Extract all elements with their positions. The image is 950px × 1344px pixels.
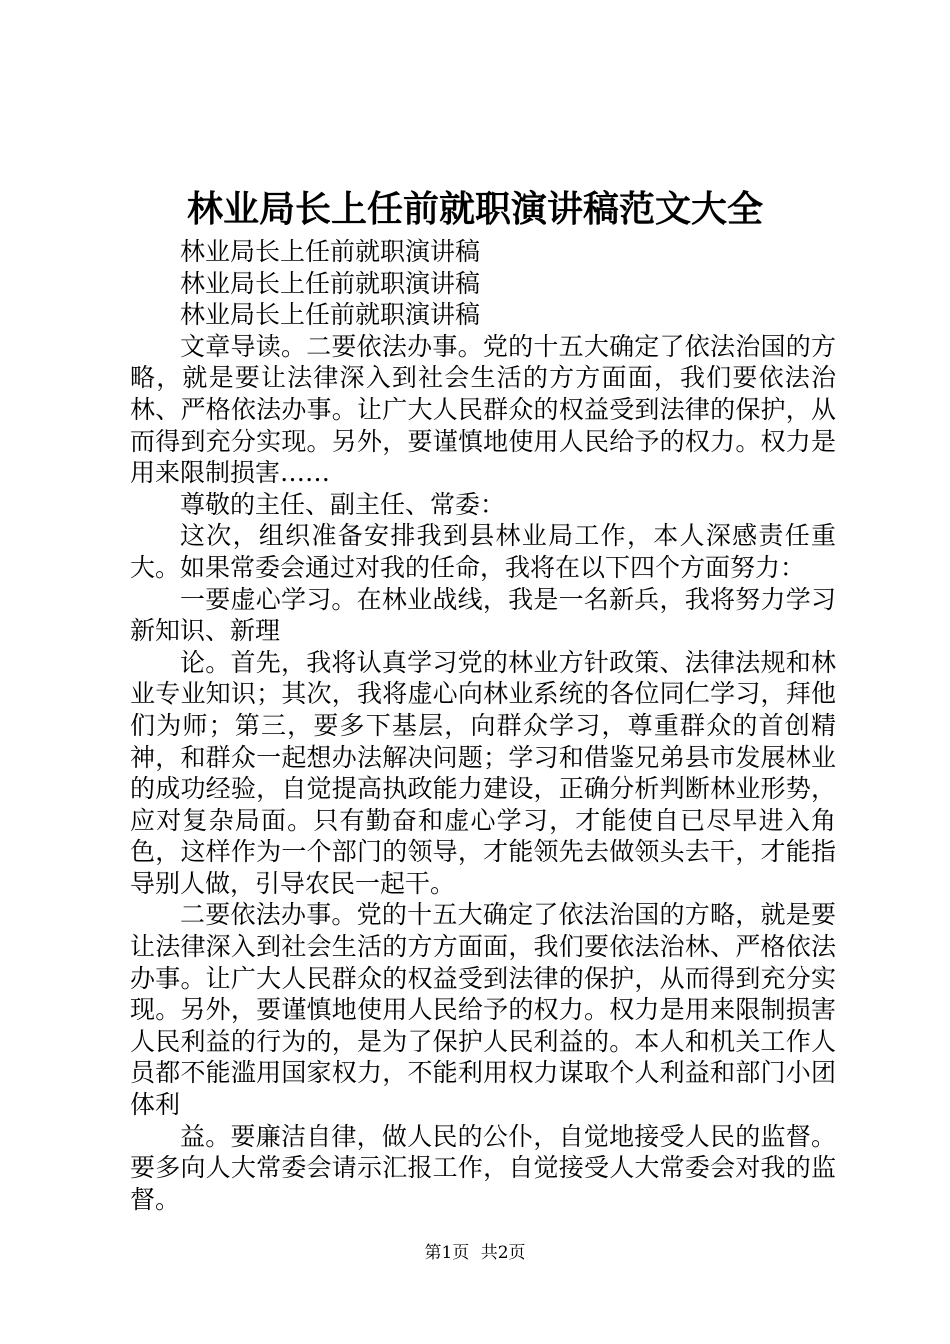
- page-number-total: 共2页: [480, 1243, 526, 1263]
- paragraph: 尊敬的主任、副主任、常委：: [180, 489, 506, 519]
- paragraph: 林业局长上任前就职演讲稿: [180, 300, 481, 330]
- paragraph: 林业局长上任前就职演讲稿: [180, 268, 481, 298]
- page-footer: [0, 1242, 950, 1264]
- paragraph: 文章导读。二要依法办事。党的十五大确定了依法治国的方略，就是要让法律深入到社会生活的方方面面，我们要依法治林、严格依法办事。让广大人民群众的权益受到法律的保护，从而得到充分实现。另外，要谨慎地使用人民给予的权力。权力是用来限制损害……: [130, 331, 836, 488]
- paragraph: 论。首先，我将认真学习党的林业方针政策、法律法规和林业专业知识；其次，我将虚心向林业系统的各位同仁学习，拜他们为师；第三，要多下基层，向群众学习，尊重群众的首创精神，和群众一起想办法解决问题；学习和借鉴兄弟县市发展林业的成功经验，自觉提高执政能力建设，正确分析判断林业形势，应对复杂局面。只有勤奋和虚心学习，才能使自已尽早进入角色，这样作为一个部门的领导，才能领先去做领头去干，才能指导别人做，引导农民一起干。: [130, 647, 836, 898]
- paragraph: 一要虚心学习。在林业战线，我是一名新兵，我将努力学习新知识、新理: [130, 584, 836, 646]
- page-number-current: 第1页: [424, 1243, 470, 1263]
- document-title: 林业局长上任前就职演讲稿范文大全: [186, 188, 763, 230]
- paragraph: 这次，组织准备安排我到县林业局工作，本人深感责任重大。如果常委会通过对我的任命，我将在以下四个方面努力：: [130, 521, 836, 582]
- paragraph: 益。要廉洁自律，做人民的公仆，自觉地接受人民的监督。要多向人大常委会请示汇报工作，自觉接受人大常委会对我的监督。: [130, 1121, 836, 1214]
- document-body: [130, 236, 836, 1215]
- paragraph: 林业局长上任前就职演讲稿: [180, 237, 481, 266]
- paragraph: 二要依法办事。党的十五大确定了依法治国的方略，就是要让法律深入到社会生活的方方面面，我们要依法治林、严格依法办事。让广大人民群众的权益受到法律的保护，从而得到充分实现。另外，要谨慎地使用人民给予的权力。权力是用来限制损害人民利益的行为的，是为了保护人民利益的。本人和机关工作人员都不能滥用国家权力，不能利用权力谋取个人利益和部门小团体利: [130, 900, 836, 1120]
